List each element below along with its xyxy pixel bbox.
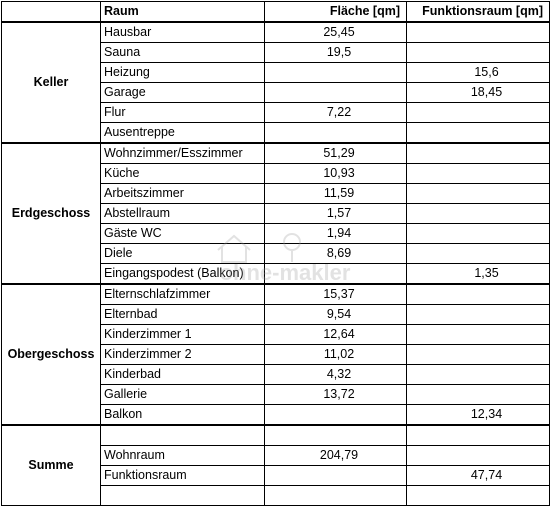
function-area-cell (407, 224, 550, 244)
header-funktionsraum: Funktionsraum [qm] (407, 2, 550, 23)
area-cell (265, 405, 407, 426)
area-cell (265, 83, 407, 103)
function-area-cell (407, 446, 550, 466)
function-area-cell (407, 22, 550, 43)
function-area-cell: 1,35 (407, 264, 550, 285)
function-area-cell (407, 204, 550, 224)
area-cell: 19,5 (265, 43, 407, 63)
room-name-cell: Wohnzimmer/Esszimmer (101, 143, 265, 164)
group-label-obergeschoss: Obergeschoss (2, 284, 101, 425)
area-cell: 15,37 (265, 284, 407, 305)
room-name-cell: Wohnraum (101, 446, 265, 466)
function-area-cell (407, 325, 550, 345)
area-cell: 4,32 (265, 365, 407, 385)
table-row (2, 22, 550, 43)
area-cell: 204,79 (265, 446, 407, 466)
header-empty-cell (2, 2, 101, 23)
area-cell: 25,45 (265, 22, 407, 43)
function-area-cell: 12,34 (407, 405, 550, 426)
table-row (2, 284, 550, 305)
room-name-cell: Elternbad (101, 305, 265, 325)
room-name-cell: Balkon (101, 405, 265, 426)
room-name-cell: Kinderzimmer 1 (101, 325, 265, 345)
function-area-cell (407, 425, 550, 446)
room-name-cell: Gäste WC (101, 224, 265, 244)
room-name-cell: Garage (101, 83, 265, 103)
function-area-cell (407, 284, 550, 305)
table-row (2, 425, 550, 446)
room-name-cell (101, 425, 265, 446)
function-area-cell (407, 345, 550, 365)
function-area-cell (407, 244, 550, 264)
area-cell (265, 466, 407, 486)
function-area-cell (407, 164, 550, 184)
watermark-text: ohne-makler (219, 260, 351, 285)
area-table-sheet (1, 1, 549, 505)
room-name-cell: Funktionsraum (101, 466, 265, 486)
area-cell: 1,94 (265, 224, 407, 244)
area-cell: 51,29 (265, 143, 407, 164)
header-raum: Raum (101, 2, 265, 23)
room-name-cell: Heizung (101, 63, 265, 83)
room-name-cell: Kinderzimmer 2 (101, 345, 265, 365)
header-row (2, 2, 550, 23)
room-name-cell: Flur (101, 103, 265, 123)
room-name-cell (101, 486, 265, 506)
function-area-cell: 18,45 (407, 83, 550, 103)
area-cell: 11,59 (265, 184, 407, 204)
area-cell: 10,93 (265, 164, 407, 184)
function-area-cell (407, 143, 550, 164)
function-area-cell (407, 184, 550, 204)
area-cell (265, 425, 407, 446)
function-area-cell (407, 305, 550, 325)
function-area-cell (407, 385, 550, 405)
group-label-summe: Summe (2, 425, 101, 506)
area-cell (265, 123, 407, 144)
function-area-cell (407, 486, 550, 506)
function-area-cell (407, 123, 550, 144)
area-cell (265, 486, 407, 506)
room-name-cell: Gallerie (101, 385, 265, 405)
room-name-cell: Arbeitszimmer (101, 184, 265, 204)
function-area-cell (407, 365, 550, 385)
room-name-cell: Elternschlafzimmer (101, 284, 265, 305)
area-cell: 1,57 (265, 204, 407, 224)
function-area-cell: 47,74 (407, 466, 550, 486)
function-area-cell (407, 103, 550, 123)
group-label-erdgeschoss: Erdgeschoss (2, 143, 101, 284)
area-cell: 9,54 (265, 305, 407, 325)
room-name-cell: Ausentreppe (101, 123, 265, 144)
area-table (1, 1, 550, 506)
area-cell: 12,64 (265, 325, 407, 345)
function-area-cell (407, 43, 550, 63)
room-name-cell: Kinderbad (101, 365, 265, 385)
area-cell: 11,02 (265, 345, 407, 365)
area-cell: 13,72 (265, 385, 407, 405)
room-name-cell: Sauna (101, 43, 265, 63)
area-cell (265, 63, 407, 83)
group-label-keller: Keller (2, 22, 101, 143)
header-flaeche: Fläche [qm] (265, 2, 407, 23)
area-cell: 7,22 (265, 103, 407, 123)
function-area-cell: 15,6 (407, 63, 550, 83)
area-cell: 8,69 (265, 244, 407, 264)
room-name-cell: Abstellraum (101, 204, 265, 224)
area-cell (265, 264, 407, 285)
room-name-cell: Küche (101, 164, 265, 184)
room-name-cell: Eingangspodest (Balkon) (101, 264, 265, 285)
room-name-cell: Diele (101, 244, 265, 264)
table-row (2, 143, 550, 164)
room-name-cell: Hausbar (101, 22, 265, 43)
